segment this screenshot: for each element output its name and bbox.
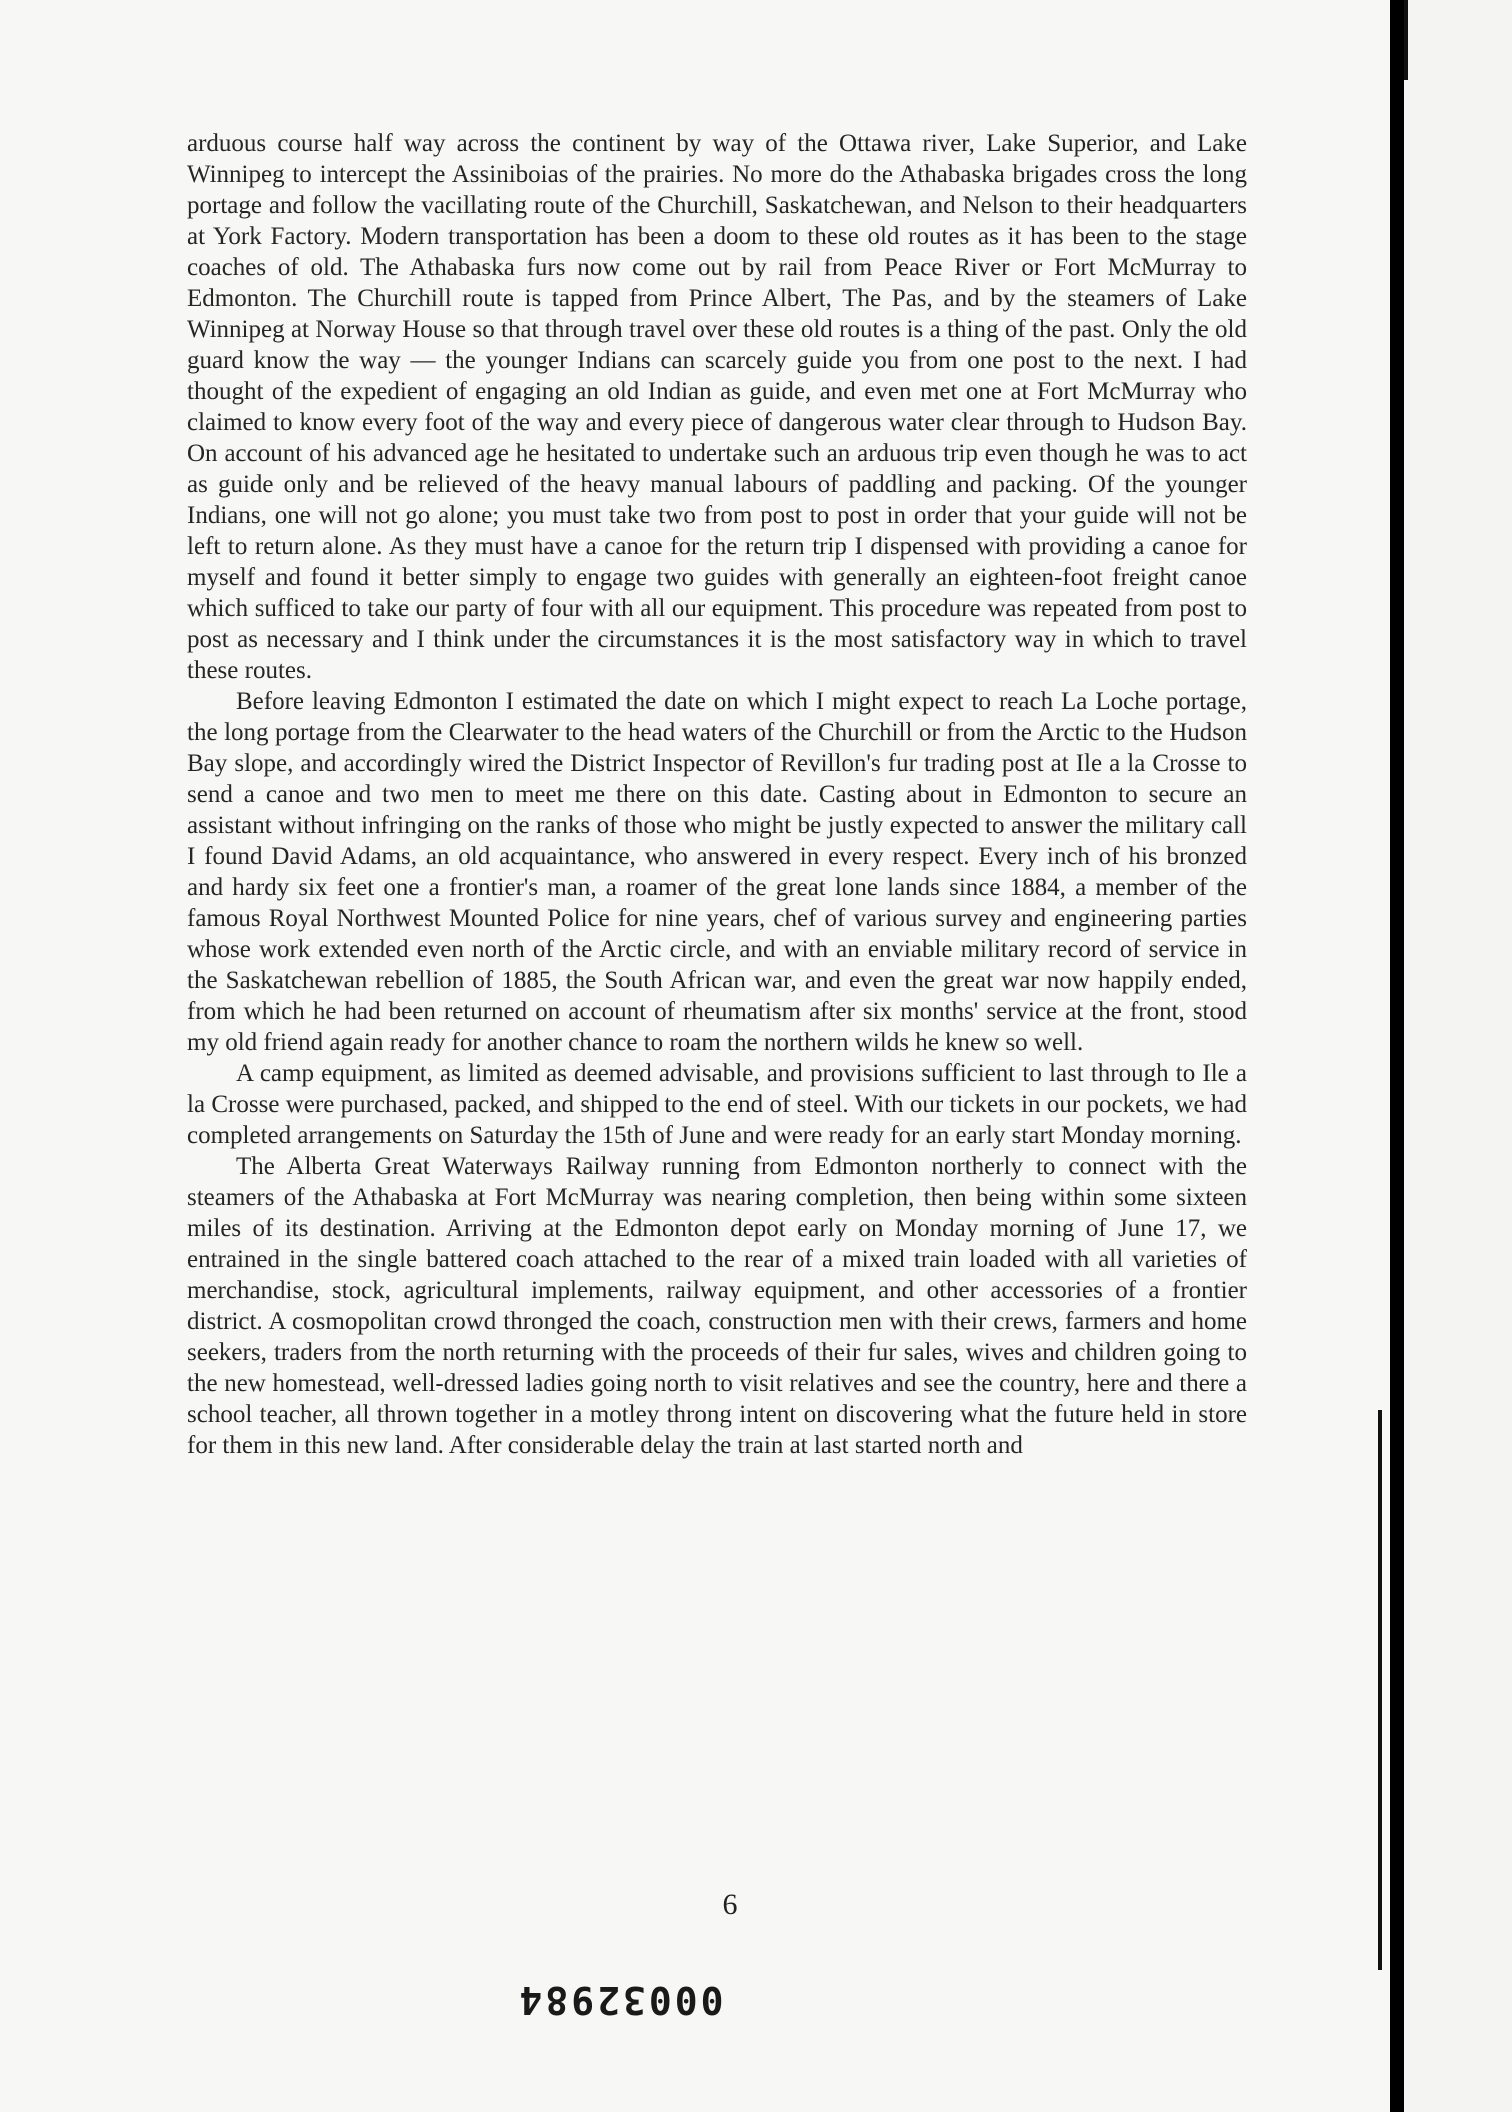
- paragraph-4: The Alberta Great Waterways Railway running from Edmonton northerly to connect with the steamers of the Athabaska at Fort McMurray was nearing completion, then being within some sixteen miles of its destination. Arriving at the Edmonton depot early on Monday morning of June 17, we entrained in the single battered coach attached to the rear of a mixed train loaded with all varieties of merchandise, stock, agricultural implements, railway equipment, and other accessories of a frontier district. A cosmopolitan crowd thronged the coach, construction men with their crews, farmers and home seekers, traders from the north returning with the proceeds of their fur sales, wives and children going to the new homestead, well-dressed ladies going north to visit relatives and see the country, here and there a school teacher, all thrown together in a motley throng intent on discovering what the future held in store for them in this new land. After considerable delay the train at last started north and: [187, 1153, 1247, 1459]
- page-number: 6: [722, 1888, 738, 1921]
- adjacent-page-edge: [1404, 0, 1512, 2112]
- scan-edge-mark-top: [1404, 0, 1408, 80]
- archive-stamp: 00032984: [516, 1978, 724, 2022]
- paragraph-3: A camp equipment, as limited as deemed advisable, and provisions sufficient to last through to Ile a la Crosse were purchased, packed, and shipped to the end of steel. With our tickets in our pockets, we had completed arrangements on Saturday the 15th of June and were ready for an early start Monday morning.: [187, 1060, 1247, 1149]
- paragraph-2: Before leaving Edmonton I estimated the date on which I might expect to reach La Loche portage, the long portage from the Clearwater to the head waters of the Churchill or from the Arctic to the Hudson Bay slope, and accordingly wired the District Inspector of Revillon's fur trading post at Ile a la Crosse to send a canoe and two men to meet me there on this date. Casting about in Edmonton to secure an assistant without infringing on the ranks of those who might be justly expected to answer the military call I found David Adams, an old acquaintance, who answered in every respect. Every inch of his bronzed and hardy six feet one a frontier's man, a roamer of the great lone lands since 1884, a member of the famous Royal Northwest Mounted Police for nine years, chef of various survey and engineering parties whose work extended even north of the Arctic circle, and with an enviable military record of service in the Saskatchewan rebellion of 1885, the South African war, and even the great war now happily ended, from which he had been returned on account of rheumatism after six months' service at the front, stood my old friend again ready for another chance to roam the northern wilds he knew so well.: [187, 688, 1247, 1056]
- page-gutter: [1390, 0, 1404, 2112]
- body-text: [187, 128, 1247, 1461]
- scan-edge-mark: [1378, 1410, 1382, 1970]
- paragraph-1: arduous course half way across the continent by way of the Ottawa river, Lake Superior, and Lake Winnipeg to intercept the Assiniboias of the prairies. No more do the Athabaska brigades cross the long portage and follow the vacillating route of the Churchill, Saskatchewan, and Nelson to their headquarters at York Factory. Modern transportation has been a doom to these old routes as it has been to the stage coaches of old. The Athabaska furs now come out by rail from Peace River or Fort McMurray to Edmonton. The Churchill route is tapped from Prince Albert, The Pas, and by the steamers of Lake Winnipeg at Norway House so that through travel over these old routes is a thing of the past. Only the old guard know the way — the younger Indians can scarcely guide you from one post to the next. I had thought of the expedient of engaging an old Indian as guide, and even met one at Fort McMurray who claimed to know every foot of the way and every piece of dangerous water clear through to Hudson Bay. On account of his advanced age he hesitated to undertake such an arduous trip even though he was to act as guide only and be relieved of the heavy manual labours of paddling and packing. Of the younger Indians, one will not go alone; you must take two from post to post in order that your guide will not be left to return alone. As they must have a canoe for the return trip I dispensed with providing a canoe for myself and found it better simply to engage two guides with generally an eighteen-foot freight canoe which sufficed to take our party of four with all our equipment. This procedure was repeated from post to post as necessary and I think under the circumstances it is the most satisfactory way in which to travel these routes.: [187, 130, 1247, 684]
